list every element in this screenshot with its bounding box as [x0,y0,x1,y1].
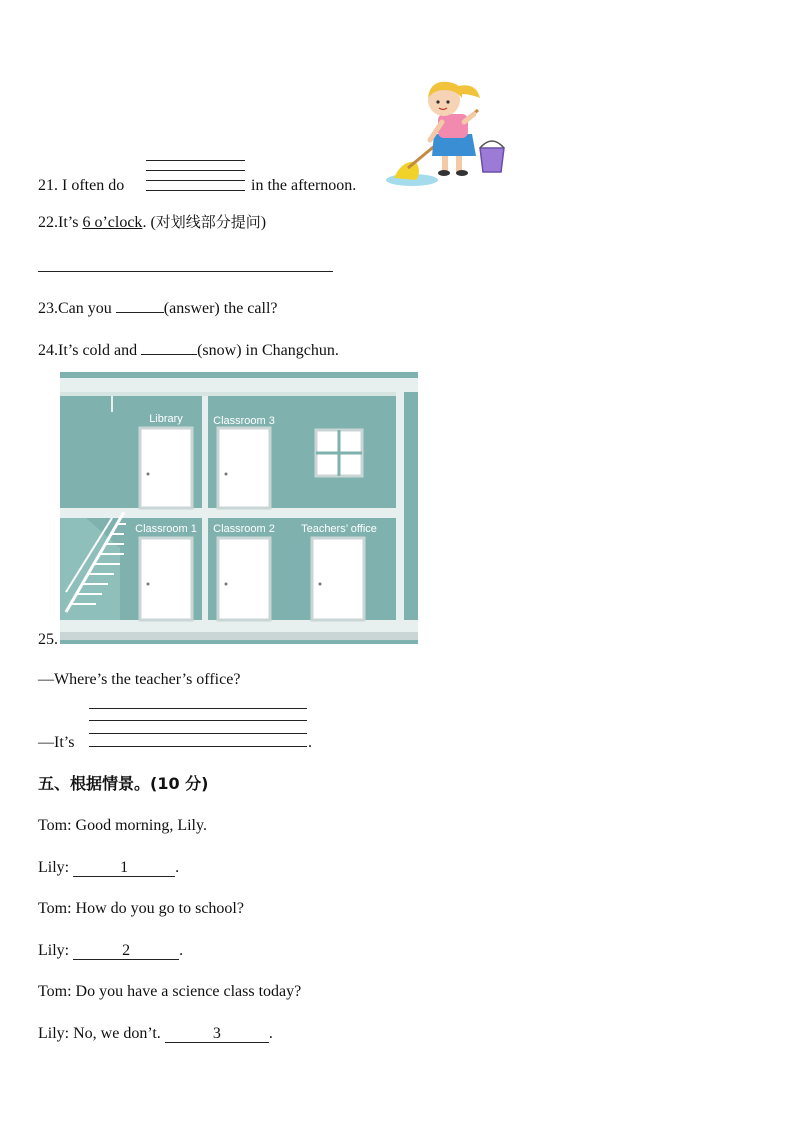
question-text: It’s cold and [58,342,138,359]
question-24 [38,338,339,361]
question-25-answer-suffix: . [308,734,312,751]
dialogue-line-3 [38,899,244,919]
question-23 [38,296,278,319]
dialogue-text: No, we don’t. [73,1025,161,1042]
hint: (snow) [197,342,242,359]
punctuation: . [179,942,184,959]
blank-number: 2 [122,942,131,959]
answer-blank-3[interactable] [165,1024,269,1043]
question-text: . ( [142,214,156,231]
answer-blank[interactable] [116,296,164,313]
dialogue-line-5 [38,982,301,1002]
blank-number: 3 [212,1025,221,1042]
question-25-number: 25. [38,631,58,648]
room-label-classroom-1: Classroom 1 [135,523,197,535]
answer-blank-1[interactable] [73,858,175,877]
question-number: 24. [38,342,58,359]
question-text: I often do [62,177,125,194]
dialogue-line-2 [38,858,179,878]
blank-number: 1 [120,859,129,876]
dialogue-text: Do you have a science class today? [75,983,302,1000]
girl-mopping-illustration [382,76,522,194]
school-building-illustration [60,372,418,644]
answer-line[interactable] [38,271,333,272]
underlined-part: 6 o’clock [82,214,143,231]
answer-line[interactable] [146,180,245,181]
answer-line[interactable] [89,746,307,747]
section-5-title: 五、根据情景。(10 分) [38,774,209,793]
question-21 [38,176,124,196]
punctuation: . [268,1025,273,1042]
dialogue-text: How do you go to school? [75,900,244,917]
answer-line[interactable] [146,190,245,191]
hint: (answer) [163,300,220,317]
question-21-tail [251,176,356,196]
dialogue-line-6 [38,1024,273,1044]
speaker: Lily: [38,859,70,876]
question-25-question: —Where’s the teacher’s office? [38,671,241,688]
question-text: in the afternoon. [251,177,357,194]
room-label-library: Library [149,413,183,425]
dialogue-line-1 [38,816,207,836]
speaker: Lily: [38,942,70,959]
question-text: in Changchun. [245,342,339,359]
dialogue-line-4 [38,941,183,961]
answer-blank-2[interactable] [73,941,179,960]
speaker: Tom: [38,900,72,917]
question-25-answer-prefix: —It’s [38,734,75,751]
instruction: 对划线部分提问 [155,213,261,231]
dialogue-text: Good morning, Lily. [75,817,207,834]
question-text: the call? [223,300,278,317]
answer-blank[interactable] [141,338,197,355]
speaker: Tom: [38,983,72,1000]
answer-line[interactable] [146,160,245,161]
punctuation: . [175,859,180,876]
question-text: ) [260,214,267,231]
answer-line[interactable] [146,170,245,171]
room-label-teachers-office: Teachers’ office [301,523,377,535]
speaker: Tom: [38,817,72,834]
staircase [60,512,126,620]
answer-line[interactable] [89,720,307,721]
room-label-classroom-2: Classroom 2 [213,523,275,535]
question-number: 21. [38,177,58,194]
room-label-classroom-3: Classroom 3 [213,415,275,427]
answer-line[interactable] [89,733,307,734]
speaker: Lily: [38,1025,70,1042]
question-22 [38,212,266,233]
answer-line[interactable] [89,708,307,709]
question-number: 23. [38,300,58,317]
question-text: Can you [58,300,112,317]
question-number: 22. [38,214,58,231]
question-text: It’s [58,214,83,231]
